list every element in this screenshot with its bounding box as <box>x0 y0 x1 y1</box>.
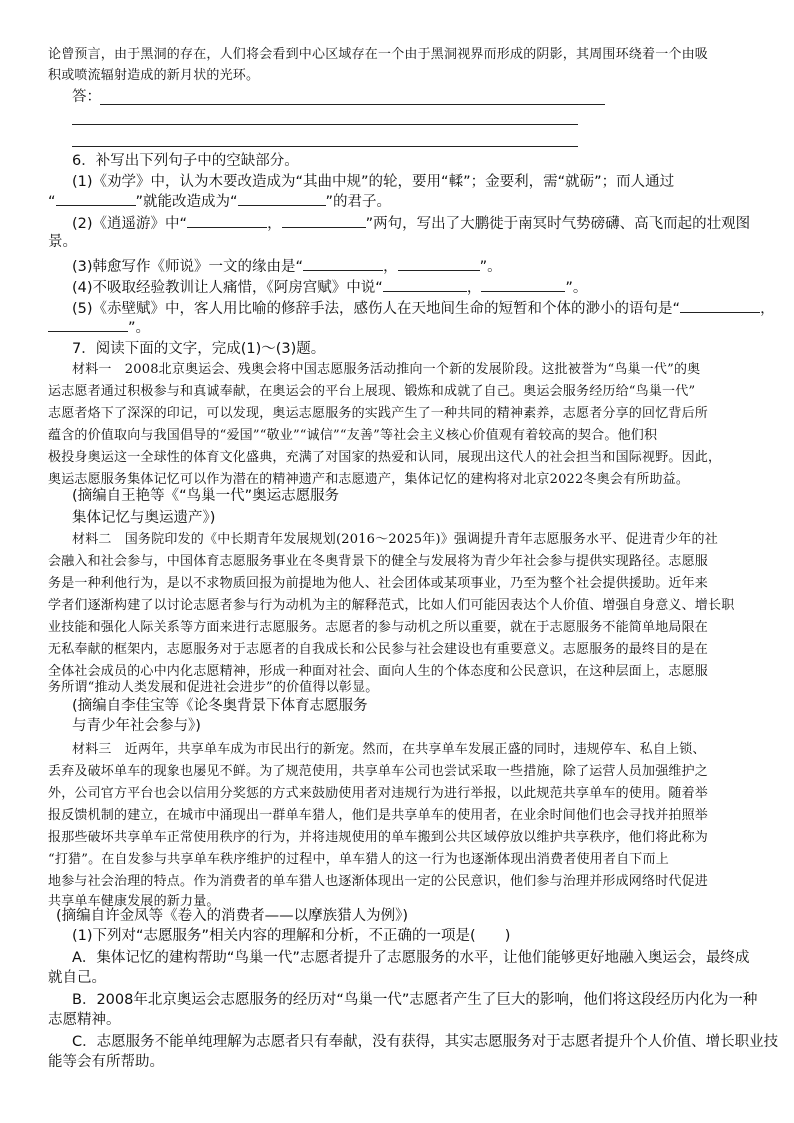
q6-item5-pre: (5)《赤壁赋》中，客人用比喻的修辞手法，感伤人在天地间生命的短暂和个体的渺小的语句是“ <box>72 301 681 317</box>
material3-line: 丢弃及破坏单车的现象也屡见不鲜。为了规范使用，共享单车公司也尝试采取一些措施，除了运营人员加强维护之 <box>48 764 709 779</box>
material1-line: 运志愿者通过积极参与和真诚奉献，在奥运会的平台上展现、锻炼和成就了自己。奥运会服务经历给“鸟巢一代” <box>48 384 696 399</box>
material3-line: 地参与社会治理的特点。作为消费者的单车猎人也逐渐体现出一定的公民意识，他们参与治理并形成网络时代促进 <box>48 874 709 889</box>
q6-blank-6[interactable] <box>398 256 480 271</box>
q6-item1-line2 <box>48 191 760 211</box>
material2-line: 业技能和强化人际关系等方面来进行志愿服务。志愿者的参与动机之所以重要，就在于志愿服务不能简单地局限在 <box>48 620 709 635</box>
material2-line: 务所谓“推动人类发展和促进社会进步”的价值得以彰显。 <box>48 680 379 695</box>
material2-line: 材料二 国务院印发的《中长期青年发展规划(2016～2025年)》强调提升青年志愿服务水平、促进青少年的社 <box>72 532 718 547</box>
q6-blank-8[interactable] <box>481 277 565 292</box>
answer-line-3[interactable] <box>72 146 578 147</box>
option-a-line-2[interactable]: 就自己。 <box>48 970 106 986</box>
q6-item2-pre: (2)《逍遥游》中“ <box>72 216 188 232</box>
material3-line: 共享单车健康发展的新力量。 <box>48 894 220 909</box>
material1-source-2: 集体记忆与奥运遗产》) <box>72 510 216 526</box>
material2-line: 务是一种利他行为，是以不求物质回报为前提地为他人、社会团体或某项事业，乃至为整个社会提供援助。近年来 <box>48 576 709 591</box>
material1-line: 奥运志愿服务集体记忆可以作为潜在的精神遗产和志愿遗产，集体记忆的建构将对北京2022冬奥会有所助益。 <box>48 472 690 487</box>
answer-label: 答： <box>72 89 101 105</box>
q6-blank-9[interactable] <box>680 298 760 313</box>
option-c-line-2[interactable]: 能等会有所帮助。 <box>48 1054 164 1070</box>
option-c-line-1[interactable]: C．志愿服务不能单纯理解为志愿者只有奉献，没有获得，其实志愿服务对于志愿者提升个人价值、增长职业技 <box>72 1034 779 1050</box>
q6-item2-line2: 景。 <box>48 234 77 250</box>
q6-item3-mid: ， <box>383 259 398 275</box>
q6-item5-mid: ， <box>760 301 775 317</box>
q6-blank-2[interactable] <box>238 191 326 206</box>
option-b-line-2[interactable]: 志愿精神。 <box>48 1012 121 1028</box>
material1-line: 蕴含的价值取向与我国倡导的“爱国”“敬业”“诚信”“友善”等社会主义核心价值观有着较高的契合。他们积 <box>48 428 658 443</box>
option-b-line-1[interactable]: B．2008年北京奥运会志愿服务的经历对“鸟巢一代”志愿者产生了巨大的影响，他们将这段经历内化为一种 <box>72 992 758 1008</box>
material2-source-1: (摘编自李佳宝等《论冬奥背景下体育志愿服务 <box>72 698 368 714</box>
answer-line-2[interactable] <box>72 124 578 125</box>
q6-item5-end: ”。 <box>128 320 151 336</box>
q6-blank-1[interactable] <box>56 191 136 206</box>
q7-sub1-stem: (1)下列对“志愿服务”相关内容的理解和分析，不正确的一项是( ) <box>72 928 511 944</box>
q6-item4-pre: (4)不吸取经验教训让人痛惜，《阿房宫赋》中说“ <box>72 280 383 296</box>
q6-blank-4[interactable] <box>282 213 366 228</box>
intro-line-2: 积或喷流辐射造成的新月状的光环。 <box>48 68 260 83</box>
q6-item1-line1: (1)《劝学》中，认为木要改造成为“其曲中规”的轮，要用“輮”；金要利，需“就砺”；而人通过 <box>72 174 675 190</box>
intro-line-1: 论曾预言，由于黑洞的存在，人们将会看到中心区域存在一个由于黑洞视界而形成的阴影，其周围环绕着一个由吸 <box>48 47 709 62</box>
material1-source-1: (摘编自王艳等《“鸟巢一代”奥运志愿服务 <box>72 488 340 504</box>
q6-item5-line1 <box>72 298 775 318</box>
material2-line: 无私奉献的框架内，志愿服务对于志愿者的自我成长和公民参与社会建设也有重要意义。志愿服务的最终目的是在 <box>48 642 709 657</box>
q6-item4-mid: ， <box>466 280 482 296</box>
material2-line: 会融入和社会参与，中国体育志愿服务事业在冬奥背景下的健全与发展将为青少年社会参与提供实现路径。志愿服 <box>48 554 709 569</box>
q6-item4-end: ”。 <box>565 280 588 296</box>
q6-item3 <box>72 256 760 276</box>
q6-blank-10[interactable] <box>48 317 128 332</box>
material1-line: 志愿者烙下了深深的印记，可以发现，奥运志愿服务的实践产生了一种共同的精神素养，志愿者分享的回忆背后所 <box>48 406 709 421</box>
material1-line: 材料一 2008北京奥运会、残奥会将中国志愿服务活动推向一个新的发展阶段。这批被誉为“鸟巢一代”的奥 <box>72 362 701 377</box>
material3-line: 材料三 近两年，共享单车成为市民出行的新宠。然而，在共享单车发展正盛的同时，违规停车、私自上锁、 <box>72 742 706 757</box>
option-a-line-1[interactable]: A．集体记忆的建构帮助“鸟巢一代”志愿者提升了志愿服务的水平，让他们能够更好地融入奥运会，最终成 <box>72 950 750 966</box>
material2-line: 全体社会成员的心中内化志愿精神，形成一种面对社会、面向人生的个体态度和公民意识，在这种层面上，志愿服 <box>48 664 709 679</box>
q6-blank-7[interactable] <box>383 277 467 292</box>
material3-source: (摘编自许金凤等《卷入的消费者——以摩族猎人为例》) <box>56 908 409 924</box>
material3-line: 报那些破坏共享单车正常使用秩序的行为，并将违规使用的单车搬到公共区域停放以维护共享秩序，他们将此称为 <box>48 830 709 845</box>
q6-item1-open-quote: “ <box>48 194 56 210</box>
material3-line: 外，公司官方平台也会以信用分奖惩的方式来鼓励使用者对违规行为进行举报，以此规范共享单车的使用。随着举 <box>48 786 709 801</box>
material2-source-2: 与青少年社会参与》) <box>72 718 201 734</box>
q6-blank-3[interactable] <box>187 213 267 228</box>
material1-line: 极投身奥运这一全球性的体育文化盛典，充满了对国家的热爱和认同，展现出这代人的社会担当和国际视野。因此， <box>48 450 722 465</box>
q6-item3-pre: (3)韩愈写作《师说》一文的缘由是“ <box>72 259 304 275</box>
answer-line-1[interactable] <box>100 104 605 105</box>
q6-item3-end: ”。 <box>479 259 502 275</box>
q6-item2-mid: ， <box>267 216 282 232</box>
q6-item4 <box>72 277 760 297</box>
material3-line: “打猎”。在自发参与共享单车秩序维护的过程中，单车猎人的这一行为也逐渐体现出消费者使用者自下而上 <box>48 852 669 867</box>
q6-item2-post: ”两句，写出了大鹏徙于南冥时气势磅礴、高飞而起的壮观图 <box>365 216 751 232</box>
q6-item2-line1 <box>72 213 760 233</box>
material3-line: 报反馈机制的建立，在城市中涌现出一群单车猎人，他们是共享单车的使用者，在业余时间他们也会寻找并拍照举 <box>48 808 709 823</box>
q7-title: 7．阅读下面的文字，完成(1)～(3)题。 <box>72 341 326 357</box>
q6-blank-5[interactable] <box>303 256 383 271</box>
q6-item1-end: ”的君子。 <box>325 194 392 210</box>
q6-title: 6．补写出下列句子中的空缺部分。 <box>72 153 299 169</box>
q6-item5-line2 <box>48 317 760 337</box>
q6-item1-mid: ”就能改造成为“ <box>135 194 238 210</box>
material2-line: 学者们逐渐构建了以讨论志愿者参与行为动机为主的解释范式，比如人们可能因表达个人价值、增强自身意义、增长职 <box>48 598 735 613</box>
